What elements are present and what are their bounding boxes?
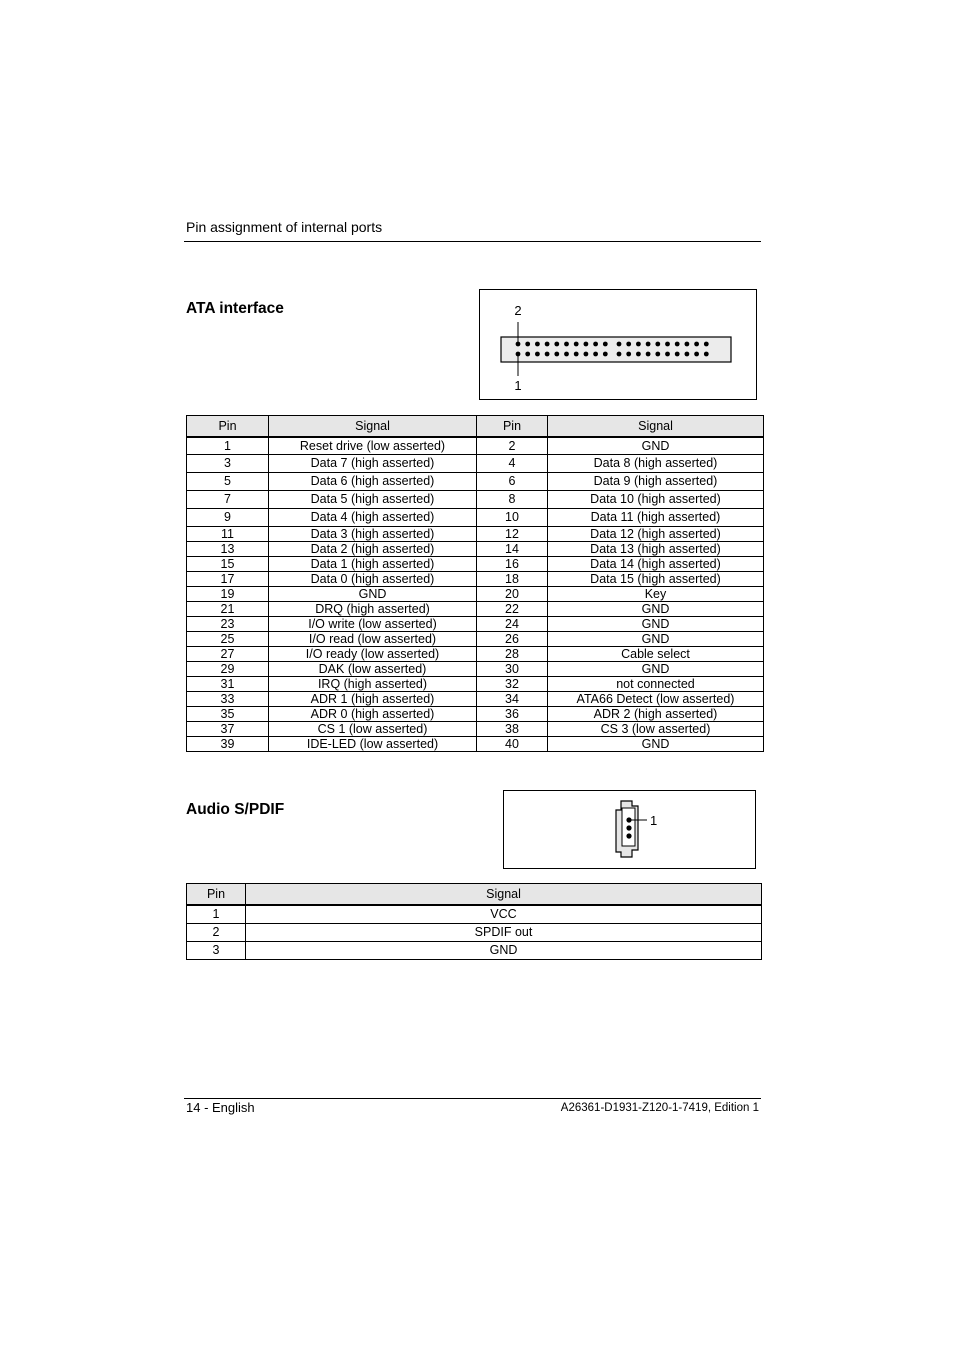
ata-pin-dot	[685, 352, 690, 357]
signal-cell: I/O read (low asserted)	[269, 631, 477, 646]
ata-pin-dot	[584, 352, 589, 357]
ata-pin-dot	[655, 352, 660, 357]
signal-cell: GND	[269, 586, 477, 601]
ata-pin-dot	[655, 342, 660, 347]
table-row	[187, 721, 764, 736]
signal-cell: SPDIF out	[246, 923, 762, 941]
signal-cell: ATA66 Detect (low asserted)	[548, 691, 764, 706]
signal-cell: Data 10 (high asserted)	[548, 490, 764, 508]
signal-cell: ADR 1 (high asserted)	[269, 691, 477, 706]
pin-number-cell: 32	[477, 676, 548, 691]
table-row	[187, 556, 764, 571]
signal-cell: GND	[246, 941, 762, 959]
table-row	[187, 661, 764, 676]
pin-number-cell: 23	[187, 616, 269, 631]
ata-pin-dot	[593, 352, 598, 357]
header-rule	[184, 241, 761, 242]
spdif-col-signal: Signal	[246, 884, 762, 906]
ata-table-header-row	[187, 416, 764, 438]
signal-cell: Data 3 (high asserted)	[269, 526, 477, 541]
ata-pin-dot	[603, 342, 608, 347]
spdif-connector-diagram	[504, 791, 755, 868]
table-row	[187, 646, 764, 661]
signal-cell: Data 12 (high asserted)	[548, 526, 764, 541]
ata-pin-dot	[525, 342, 530, 347]
table-row	[187, 472, 764, 490]
pin-number-cell: 40	[477, 736, 548, 751]
ata-pin-dot	[626, 342, 631, 347]
ata-connector-diagram	[480, 290, 756, 399]
ata-pin-dot	[694, 352, 699, 357]
signal-cell: ADR 0 (high asserted)	[269, 706, 477, 721]
signal-cell: Reset drive (low asserted)	[269, 437, 477, 454]
spdif-pin-table	[186, 883, 762, 960]
table-row	[187, 601, 764, 616]
signal-cell: GND	[548, 661, 764, 676]
signal-cell: VCC	[246, 905, 762, 923]
pin-number-cell: 8	[477, 490, 548, 508]
signal-cell: Data 13 (high asserted)	[548, 541, 764, 556]
pin-number-cell: 34	[477, 691, 548, 706]
table-row	[187, 736, 764, 751]
ata-section-title: ATA interface	[186, 300, 284, 317]
pin-number-cell: 36	[477, 706, 548, 721]
pin-number-cell: 25	[187, 631, 269, 646]
ata-pin-dot	[646, 342, 651, 347]
pin-number-cell: 1	[187, 905, 246, 923]
ata-pin-dot	[685, 342, 690, 347]
ata-pin-dot	[535, 342, 540, 347]
table-row	[187, 905, 762, 923]
pin-number-cell: 35	[187, 706, 269, 721]
pin-number-cell: 18	[477, 571, 548, 586]
pin-number-cell: 37	[187, 721, 269, 736]
ata-pin-dot	[665, 342, 670, 347]
spdif-label-pin-1: 1	[650, 813, 658, 828]
pin-number-cell: 4	[477, 454, 548, 472]
signal-cell: Data 2 (high asserted)	[269, 541, 477, 556]
table-row	[187, 541, 764, 556]
signal-cell: GND	[548, 616, 764, 631]
spdif-connector-figure	[503, 790, 756, 869]
ata-pin-dot	[646, 352, 651, 357]
table-row	[187, 631, 764, 646]
ata-col-pin: Pin	[187, 416, 269, 438]
signal-cell: IDE-LED (low asserted)	[269, 736, 477, 751]
signal-cell: GND	[548, 736, 764, 751]
ata-pin-dot	[704, 352, 709, 357]
pin-number-cell: 13	[187, 541, 269, 556]
signal-cell: Data 4 (high asserted)	[269, 508, 477, 526]
pin-number-cell: 3	[187, 941, 246, 959]
signal-cell: IRQ (high asserted)	[269, 676, 477, 691]
ata-pin-dot	[554, 342, 559, 347]
table-row	[187, 923, 762, 941]
pin-number-cell: 6	[477, 472, 548, 490]
table-row	[187, 454, 764, 472]
ata-pin-dot	[603, 352, 608, 357]
signal-cell: Data 1 (high asserted)	[269, 556, 477, 571]
signal-cell: Cable select	[548, 646, 764, 661]
pin-number-cell: 7	[187, 490, 269, 508]
ata-pin-dot	[564, 342, 569, 347]
signal-cell: Data 7 (high asserted)	[269, 454, 477, 472]
signal-cell: GND	[548, 631, 764, 646]
signal-cell: Data 0 (high asserted)	[269, 571, 477, 586]
spdif-table-header-row	[187, 884, 762, 906]
signal-cell: GND	[548, 601, 764, 616]
ata-pin-dot	[694, 342, 699, 347]
pin-number-cell: 28	[477, 646, 548, 661]
signal-cell: DRQ (high asserted)	[269, 601, 477, 616]
pin-number-cell: 12	[477, 526, 548, 541]
footer-rule	[184, 1098, 761, 1099]
pin-number-cell: 9	[187, 508, 269, 526]
pin-number-cell: 5	[187, 472, 269, 490]
pin-number-cell: 1	[187, 437, 269, 454]
pin-number-cell: 29	[187, 661, 269, 676]
table-row	[187, 941, 762, 959]
pin-number-cell: 17	[187, 571, 269, 586]
ata-pin-dot	[535, 352, 540, 357]
table-row	[187, 706, 764, 721]
ata-col-signal: Signal	[548, 416, 764, 438]
signal-cell: DAK (low asserted)	[269, 661, 477, 676]
table-row	[187, 586, 764, 601]
signal-cell: GND	[548, 437, 764, 454]
ata-col-pin: Pin	[477, 416, 548, 438]
signal-cell: Key	[548, 586, 764, 601]
ata-pin-dot	[574, 352, 579, 357]
pin-number-cell: 27	[187, 646, 269, 661]
footer-document-id: A26361-D1931-Z120-1-7419, Edition 1	[560, 1102, 759, 1114]
signal-cell: Data 14 (high asserted)	[548, 556, 764, 571]
ata-pin-dot	[554, 352, 559, 357]
signal-cell: Data 15 (high asserted)	[548, 571, 764, 586]
table-row	[187, 571, 764, 586]
signal-cell: CS 3 (low asserted)	[548, 721, 764, 736]
ata-label-pin-1: 1	[514, 378, 522, 393]
footer-page-number: 14 - English	[186, 1100, 255, 1115]
pin-number-cell: 14	[477, 541, 548, 556]
ata-pin-dot	[675, 342, 680, 347]
ata-pin-dot	[545, 352, 550, 357]
ata-pin-table	[186, 415, 764, 752]
pin-number-cell: 31	[187, 676, 269, 691]
table-row	[187, 490, 764, 508]
ata-pin-dot	[636, 342, 641, 347]
pin-number-cell: 24	[477, 616, 548, 631]
pin-number-cell: 21	[187, 601, 269, 616]
table-row	[187, 676, 764, 691]
pin-number-cell: 3	[187, 454, 269, 472]
pin-number-cell: 20	[477, 586, 548, 601]
ata-pin-dot	[525, 352, 530, 357]
signal-cell: Data 11 (high asserted)	[548, 508, 764, 526]
spdif-section-title: Audio S/PDIF	[186, 801, 285, 818]
pin-number-cell: 19	[187, 586, 269, 601]
pin-number-cell: 39	[187, 736, 269, 751]
pin-number-cell: 38	[477, 721, 548, 736]
signal-cell: Data 6 (high asserted)	[269, 472, 477, 490]
spdif-col-pin: Pin	[187, 884, 246, 906]
table-row	[187, 508, 764, 526]
pin-number-cell: 33	[187, 691, 269, 706]
table-row	[187, 437, 764, 454]
table-row	[187, 526, 764, 541]
signal-cell: I/O ready (low asserted)	[269, 646, 477, 661]
pin-number-cell: 2	[477, 437, 548, 454]
pin-number-cell: 15	[187, 556, 269, 571]
ata-pin-dot	[617, 342, 622, 347]
signal-cell: not connected	[548, 676, 764, 691]
pin-number-cell: 11	[187, 526, 269, 541]
ata-connector-figure	[479, 289, 757, 400]
pin-number-cell: 10	[477, 508, 548, 526]
pin-number-cell: 30	[477, 661, 548, 676]
page-header-title: Pin assignment of internal ports	[186, 219, 383, 235]
pin-number-cell: 22	[477, 601, 548, 616]
ata-pin-dot	[704, 342, 709, 347]
signal-cell: ADR 2 (high asserted)	[548, 706, 764, 721]
ata-pin-dot	[516, 342, 521, 347]
ata-pin-dot	[617, 352, 622, 357]
signal-cell: Data 5 (high asserted)	[269, 490, 477, 508]
ata-label-pin-2: 2	[514, 303, 522, 318]
signal-cell: I/O write (low asserted)	[269, 616, 477, 631]
ata-pin-dot	[545, 342, 550, 347]
ata-pin-dot	[574, 342, 579, 347]
signal-cell: CS 1 (low asserted)	[269, 721, 477, 736]
pin-number-cell: 2	[187, 923, 246, 941]
ata-pin-dot	[516, 352, 521, 357]
ata-pin-dot	[626, 352, 631, 357]
ata-pin-dot	[636, 352, 641, 357]
table-row	[187, 691, 764, 706]
ata-pin-dot	[564, 352, 569, 357]
ata-pin-dot	[675, 352, 680, 357]
signal-cell: Data 8 (high asserted)	[548, 454, 764, 472]
pin-number-cell: 26	[477, 631, 548, 646]
table-row	[187, 616, 764, 631]
ata-pin-dot	[665, 352, 670, 357]
ata-col-signal: Signal	[269, 416, 477, 438]
signal-cell: Data 9 (high asserted)	[548, 472, 764, 490]
ata-pin-dot	[593, 342, 598, 347]
ata-pin-dot	[584, 342, 589, 347]
pin-number-cell: 16	[477, 556, 548, 571]
